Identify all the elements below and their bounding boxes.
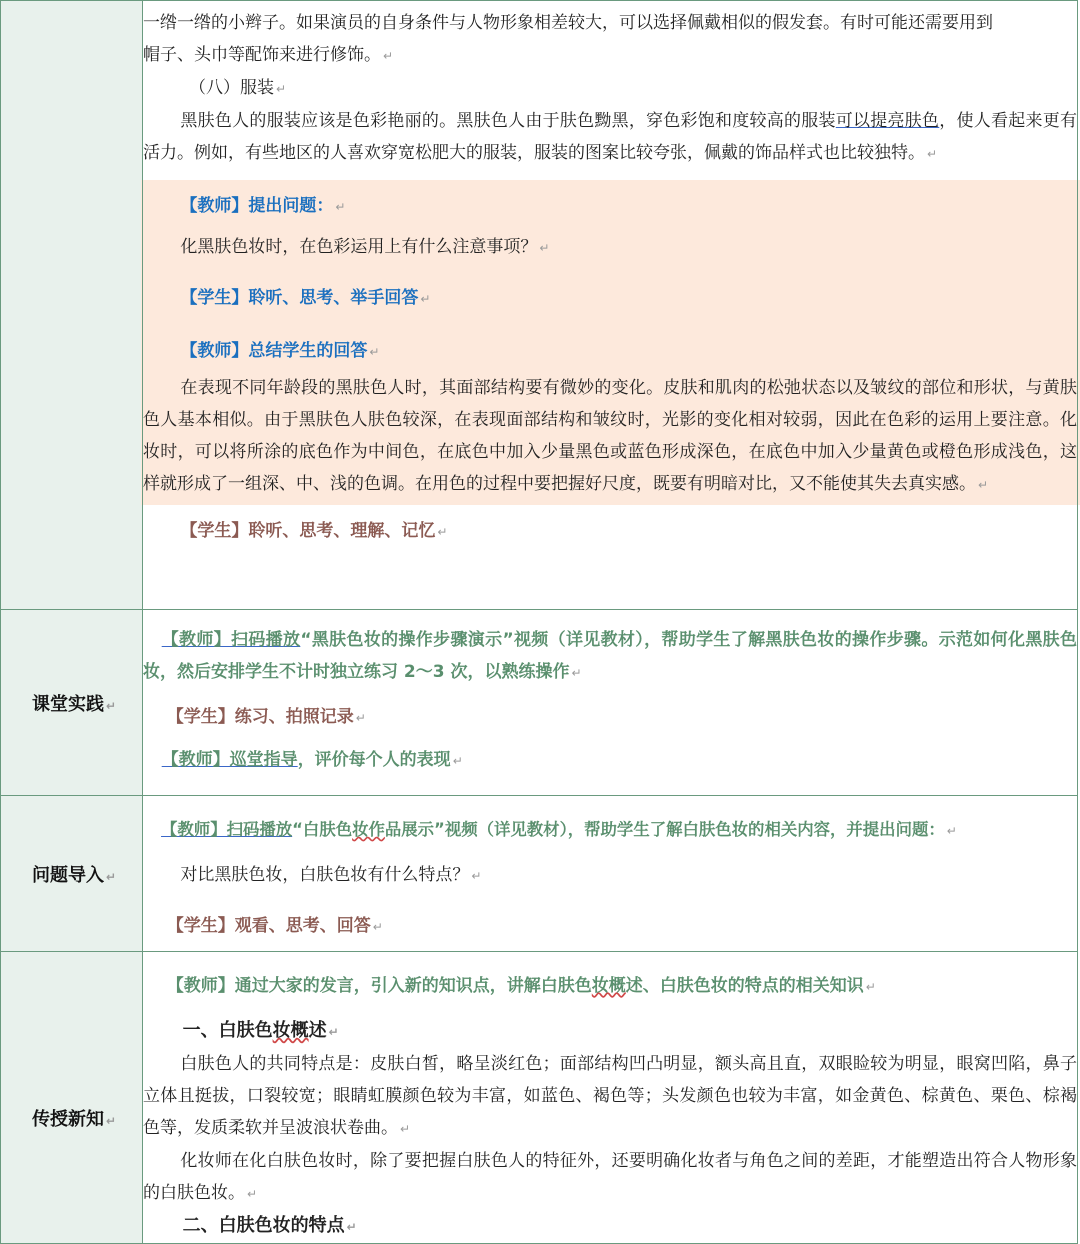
row-label-knowledge: 传授新知 ↵ <box>1 952 143 1244</box>
row-content-practice <box>143 610 1078 796</box>
teacher-guidance-label: 【教师】巡堂指导，评价每个人的表现 ↵ <box>161 750 463 770</box>
heading-features: 二、白肤色妆的特点 ↵ <box>182 1215 357 1236</box>
row-content-knowledge <box>143 952 1078 1244</box>
student-problem-label: 【学生】观看、思考、回答 ↵ <box>166 916 383 936</box>
row-content-problem <box>143 796 1078 952</box>
question-text: 化黑肤色妆时，在色彩运用上有什么注意事项？ ↵ <box>180 237 550 257</box>
row-new-knowledge <box>1 952 1078 1244</box>
qa-highlight-box <box>141 180 1080 505</box>
row-label-practice: 课堂实践 ↵ <box>1 610 143 796</box>
teacher-problem-paragraph: 【教师】扫码播放“白肤色妆作品展示”视频（详见教材），帮助学生了解白肤色妆的相关内容，并提出问题： ↵ <box>161 820 957 839</box>
intro-paragraph: 一绺一绺的小辫子。如果演员的自身条件与人物形象相差较大，可以选择佩戴相似的假发套。有时可能还需要用到 帽子、头巾等配饰来进行修饰。 ↵ <box>143 13 993 65</box>
teacher-summary-label: 【教师】总结学生的回答 ↵ <box>180 341 380 361</box>
overview-paragraph-1: 白肤色人的共同特点是：皮肤白皙，略呈淡红色；面部结构凹凸明显，额头高且直，双眼睑较为明显，眼窝凹陷，鼻子立体且挺拔，口裂较宽；眼睛虹膜颜色较为丰富，如蓝色、褐色等；头发颜色也较为丰富，如金黄色、棕黄色、栗色、棕褐色等，发质柔软并呈波浪状卷曲。 ↵ <box>143 1054 1077 1138</box>
student-practice-label: 【学生】练习、拍照记录 ↵ <box>166 707 366 727</box>
row-problem-intro <box>1 796 1078 952</box>
problem-question: 对比黑肤色妆，白肤色妆有什么特点？ ↵ <box>180 865 482 885</box>
heading-overview: 一、白肤色妆概述 ↵ <box>182 1020 339 1041</box>
row-classroom-practice <box>1 610 1078 796</box>
row-clothing <box>1 1 1078 610</box>
teacher-practice-paragraph: 【教师】扫码播放“黑肤色妆的操作步骤演示”视频（详见教材），帮助学生了解黑肤色妆的操作步骤。示范如何化黑肤色妆，然后安排学生不计时独立练习 2～3 次，以熟练操作 ↵ <box>143 630 1078 682</box>
section-8-title: （八）服装 ↵ <box>189 78 287 98</box>
teacher-knowledge-paragraph: 【教师】通过大家的发言，引入新的知识点，讲解白肤色妆概述、白肤色妆的特点的相关知识 ↵ <box>166 976 876 996</box>
row-label-problem: 问题导入 ↵ <box>1 796 143 952</box>
clothing-paragraph: 黑肤色人的服装应该是色彩艳丽的。黑肤色人由于肤色黝黑，穿色彩饱和度较高的服装可以提亮肤色，使人看起来更有活力。例如，有些地区的人喜欢穿宽松肥大的服装，服装的图案比较夸张，佩戴的饰品样式也比较独特。 ↵ <box>143 111 1078 163</box>
summary-paragraph: 在表现不同年龄段的黑肤色人时，其面部结构要有微妙的变化。皮肤和肌肉的松弛状态以及皱纹的部位和形状，与黄肤色人基本相似。由于黑肤色人肤色较深，在表现面部结构和皱纹时，光影的变化相对较弱，因此在色彩的运用上要注意。化妆时，可以将所涂的底色作为中间色，在底色中加入少量黑色或蓝色形成深色，在底色中加入少量黄色或橙色形成浅色，这样就形成了一组深、中、浅的色调。在用色的过程中要把握好尺度，既要有明暗对比，又不能使其失去真实感。 ↵ <box>143 378 1077 494</box>
overview-paragraph-2: 化妆师在化白肤色妆时，除了要把握白肤色人的特征外，还要明确化妆者与角色之间的差距，才能塑造出符合人物形象的白肤色妆。 ↵ <box>143 1151 1077 1203</box>
student-response-label: 【学生】聆听、思考、举手回答 ↵ <box>180 288 431 308</box>
student-end-label: 【学生】聆听、思考、理解、记忆 ↵ <box>180 521 448 541</box>
row-label-empty <box>1 1 143 610</box>
teacher-question-label: 【教师】提出问题： ↵ <box>180 196 346 216</box>
row-content-clothing <box>143 1 1078 610</box>
